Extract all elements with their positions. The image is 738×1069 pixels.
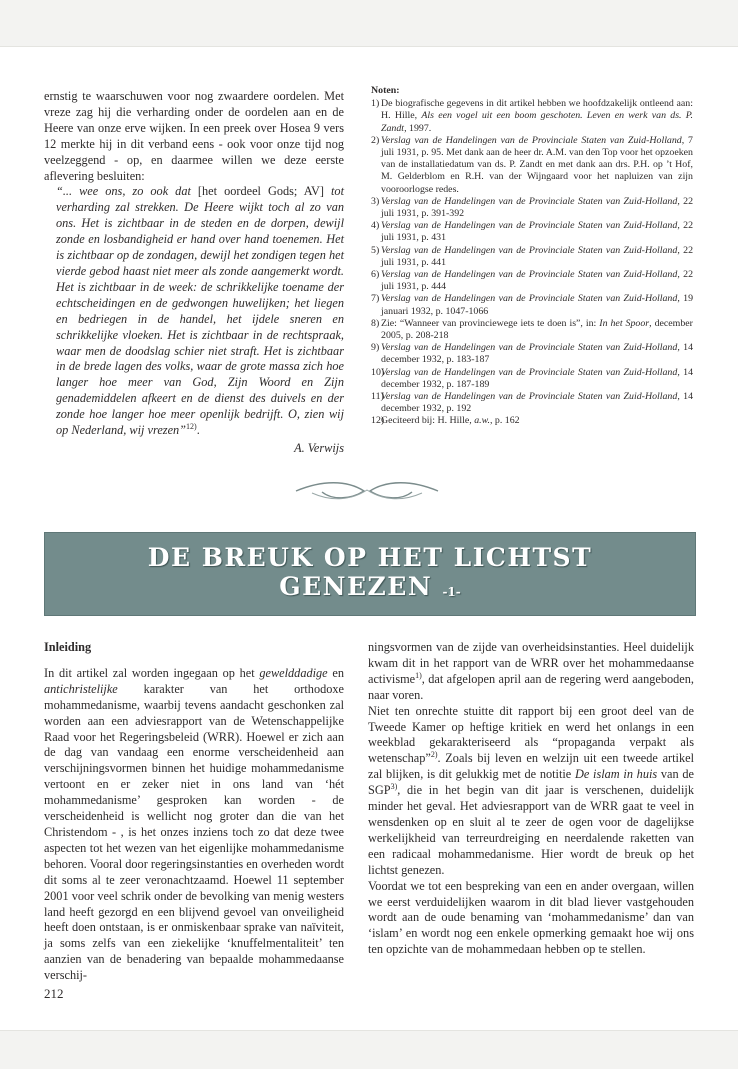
note-item (371, 318, 693, 342)
closing-paragraph: ernstig te waarschuwen voor nog zwaardere oordelen. Met vreze zag hij die verharding onder de oordelen aan en de Heere van onze erve wijken. In een preek over Hosea 9 vers 12 merkte hij in dit verband eens - ook voor onze tijd nog veelzeggend - op, en daarmee willen we deze eerste aflevering besluiten: (44, 89, 344, 183)
note-detail: , 14 december 1932, p. 192 (381, 391, 694, 415)
note-number: 6) (371, 269, 380, 281)
text-run: en (327, 665, 344, 680)
text-run: , die in het begin van dit jaar is verschenen, duidelijk minder het geval. Het adviesrapport van de WRR gaat te veel in wensdenken op en sluit al te zeer de ogen voor de dagelijkse werkelijkheid van terreurdreiging en neerdalende raketten van een radicaal mohammedanisme. Hier wordt de breuk op het lichtst genezen. (368, 783, 694, 877)
part-number: -1- (442, 585, 461, 599)
emphasis: De islam in huis (574, 767, 658, 782)
note-detail: , 14 december 1932, p. 187-189 (381, 366, 694, 390)
note-source: Verslag van de Handelingen van de Provinciale Staten van Zuid-Holland (381, 342, 678, 354)
article-paragraph (368, 640, 694, 704)
note-detail: , 22 juli 1931, p. 444 (381, 269, 694, 293)
text-run: In dit artikel zal worden ingegaan op het (44, 665, 260, 680)
text-run: van de SGP (368, 767, 694, 798)
note-detail: , 19 januari 1932, p. 1047-1066 (381, 293, 694, 317)
article-paragraph: Voordat we tot een bespreking van een en ander overgaan, willen we eerst verduidelijken waarom in dit blad liever vastgehouden wordt aan de oude benaming van ‘mohammedanisme’ dan van ‘islam’ en wordt nog een enkele opmerking gemaakt hoe wij ons ten opzichte van de mohammedaan hebben op te stellen. (368, 878, 694, 957)
note-text: Zie: “Wanneer van provinciewege iets te doen is”, in: (381, 317, 600, 329)
note-number: 9) (371, 342, 380, 354)
page-edge-top (0, 0, 738, 47)
notes-title: Noten: (371, 85, 400, 96)
footnotes (371, 85, 693, 428)
footnote-ref: 1) (415, 670, 422, 680)
note-source: Verslag van de Handelingen van de Provinciale Staten van Zuid-Holland (381, 195, 678, 207)
note-number: 8) (371, 317, 380, 329)
note-text: De biografische gegevens in dit artikel hebben we hoofdzakelijk ontleend aan: H. Hille, (381, 98, 693, 122)
note-item (371, 342, 693, 366)
article-paragraph (368, 704, 694, 879)
footnote-ref: 2) (430, 750, 438, 760)
footnote-ref: 12) (186, 421, 197, 431)
article-title-banner (44, 532, 696, 616)
note-number: 1) (371, 98, 380, 110)
note-text: Geciteerd bij: H. Hille, (381, 415, 475, 427)
text-run: karakter van het orthodoxe mohammedanisme, waarbij tevens aandacht geschonken zal worden aan een adviesrapport van de Wetenschappelijke Raad voor het Regeringsbeleid (WRR). Hoewel er zich aan de dag van vandaag een enorme verscheidenheid aan verschijningsvormen binnen het huidige mohammedanisme vertoont en er zeker niet in ons land van ‘hét mohammedanisme’ gesproken kan worden - de verscheidenheid is wellicht nog groter dan die van het Christendom - , is het onzes inziens toch zo dat deze twee aspecten tot het wezen van het eigenlijke mohammedanisme behoren. Vooral door regeringsinstanties en overheden wordt dit soms al te zeer veronachtzaamd. Hoewel 11 september 2001 voor veel schrik onder de bevolking van menig westers land heeft gezorgd en een blijvend gevoel van onveiligheid heeft doen ontstaan, is er onmiskenbaar sprake van naïviteit, ja soms zelfs van een ziekelijke ‘knuffelmentaliteit’ ten aanzien van de benadering van bepaalde mohammedaanse verschij- (44, 681, 344, 983)
emphasis: gewelddadige (259, 665, 328, 680)
note-item (371, 245, 693, 269)
note-number: 7) (371, 293, 380, 305)
emphasis: antichristelijke (44, 681, 118, 696)
note-number: 12) (371, 415, 385, 427)
quote-part-a: “... wee ons, zo ook dat (56, 184, 198, 199)
note-number: 4) (371, 220, 380, 232)
quote-insertion: [het oordeel Gods; AV] (197, 184, 332, 199)
text-run: ningsvormen van de zijde van overheidsinstanties. Heel duidelijk kwam dit in het rapport van de WRR over het mohammedaanse activisme (368, 640, 694, 686)
notes-list (371, 98, 693, 427)
note-item (371, 367, 693, 391)
note-source: Verslag van de Handelingen van de Provinciale Staten van Zuid-Holland (381, 269, 678, 281)
note-source: Verslag van de Handelingen van de Provinciale Staten van Zuid-Holland (381, 244, 678, 256)
note-item (371, 415, 693, 427)
note-source: Verslag van de Handelingen van de Provinciale Staten van Zuid-Holland (381, 220, 678, 232)
note-source: In het Spoor (599, 317, 650, 329)
note-detail: , 22 juli 1931, p. 441 (381, 244, 694, 268)
note-detail: , 1997. (404, 122, 432, 134)
note-item (371, 220, 693, 244)
article-title (45, 543, 695, 601)
text-run: Niet ten onrechte stuitte dit rapport bij een groot deel van de Tweede Kamer op heftige kritiek en werd het onlangs in een weekblad gekarakteriseerd als “propaganda verpakt als wetenschap” (368, 703, 694, 766)
author-signature: A. Verwijs (294, 440, 344, 455)
title-line-2 (45, 572, 695, 601)
note-item (371, 135, 693, 196)
note-item (371, 293, 693, 317)
note-number: 5) (371, 244, 380, 256)
note-item (371, 98, 693, 135)
note-number: 11) (371, 391, 384, 403)
article-paragraph (44, 666, 344, 984)
note-item (371, 391, 693, 415)
note-number: 3) (371, 195, 380, 207)
note-source: Verslag van de Handelingen van de Provinciale Staten van Zuid-Holland (381, 366, 678, 378)
note-detail: , 22 juli 1931, p. 391-392 (381, 195, 694, 220)
page-number: 212 (44, 986, 64, 1001)
note-source: Verslag van de Handelingen van de Provinciale Staten van Zuid-Holland (381, 134, 682, 146)
note-detail: , 14 december 1932, p. 183-187 (381, 342, 694, 366)
note-number: 10) (371, 366, 385, 378)
article-column-right (368, 640, 694, 958)
note-detail: , december 2005, p. 208-218 (381, 317, 693, 342)
quote-end: . (196, 423, 200, 438)
title-word: GENEZEN (279, 572, 433, 601)
note-source: Verslag van de Handelingen van de Provinciale Staten van Zuid-Holland (381, 391, 678, 403)
footnote-ref: 3) (390, 782, 398, 792)
text-run: . Zoals bij leven en welzijn uit een tweede artikel zal blijken, is dit gelukkig met de notitie (368, 751, 694, 782)
note-detail: , 7 juli 1931, p. 95. Met dank aan de heer dr. A.M. van den Top voor het opzoeken van de installatiedatum van ds. P. Zandt en met dank aan drs. P.H. op ’t Hof, M. Gelderblom en R.H. van der Wijngaard voor het napluizen van zijn vooroorlogse redes. (381, 134, 693, 195)
note-detail: , 22 juli 1931, p. 431 (381, 220, 694, 244)
zandt-quote (56, 184, 344, 439)
note-detail: , p. 162 (489, 415, 520, 427)
previous-article-column (44, 89, 344, 457)
page-edge-bottom (0, 1030, 738, 1069)
flourish-ornament-icon (292, 478, 442, 504)
title-line-1: DE BREUK OP HET LICHTST (147, 543, 593, 572)
note-number: 2) (371, 134, 380, 146)
note-source: Als een vogel uit een boom geschoten. Leven en werk van ds. P. Zandt (381, 110, 693, 134)
section-heading: Inleiding (44, 640, 92, 654)
note-item (371, 196, 693, 220)
note-source: a.w. (474, 415, 490, 427)
note-source: Verslag van de Handelingen van de Provinciale Staten van Zuid-Holland (381, 293, 678, 305)
text-run: , dat afgelopen april aan de regering werd aangeboden, naar voren. (368, 671, 694, 702)
article-column-left (44, 640, 344, 984)
quote-part-c: tot verharding zal strekken. De Heere wijkt toch al zo van ons. Het is zichtbaar in de steden en de dorpen, dewijl zonde en losbandigheid er hand over hand toenemen. Het is zichtbaar op de zondagen, dewijl het zondigen tegen het vierde gebod haast niet meer als zonde aangemerkt wordt. Het is zichtbaar in de week: de schrikkelijke toename der echtscheidingen en de gedwongen huwelijken; het liegen en bedriegen in de handel, het ijdele sneren en schrikkelijke vloeken. Het is zichtbaar in de rechtspraak, waar men de doodslag schier niet straft. Het is zichtbaar in de brede lagen des volks, waar de grote massa zich hoe langer hoe meer van God, Zijn Woord en Zijn genademiddelen afkeert en de dienst des duivels en der zonde hoe langer hoe meer openlijk bedrijft. O, zien wij op Nederland, wij vrezen” (56, 184, 344, 438)
note-item (371, 269, 693, 293)
